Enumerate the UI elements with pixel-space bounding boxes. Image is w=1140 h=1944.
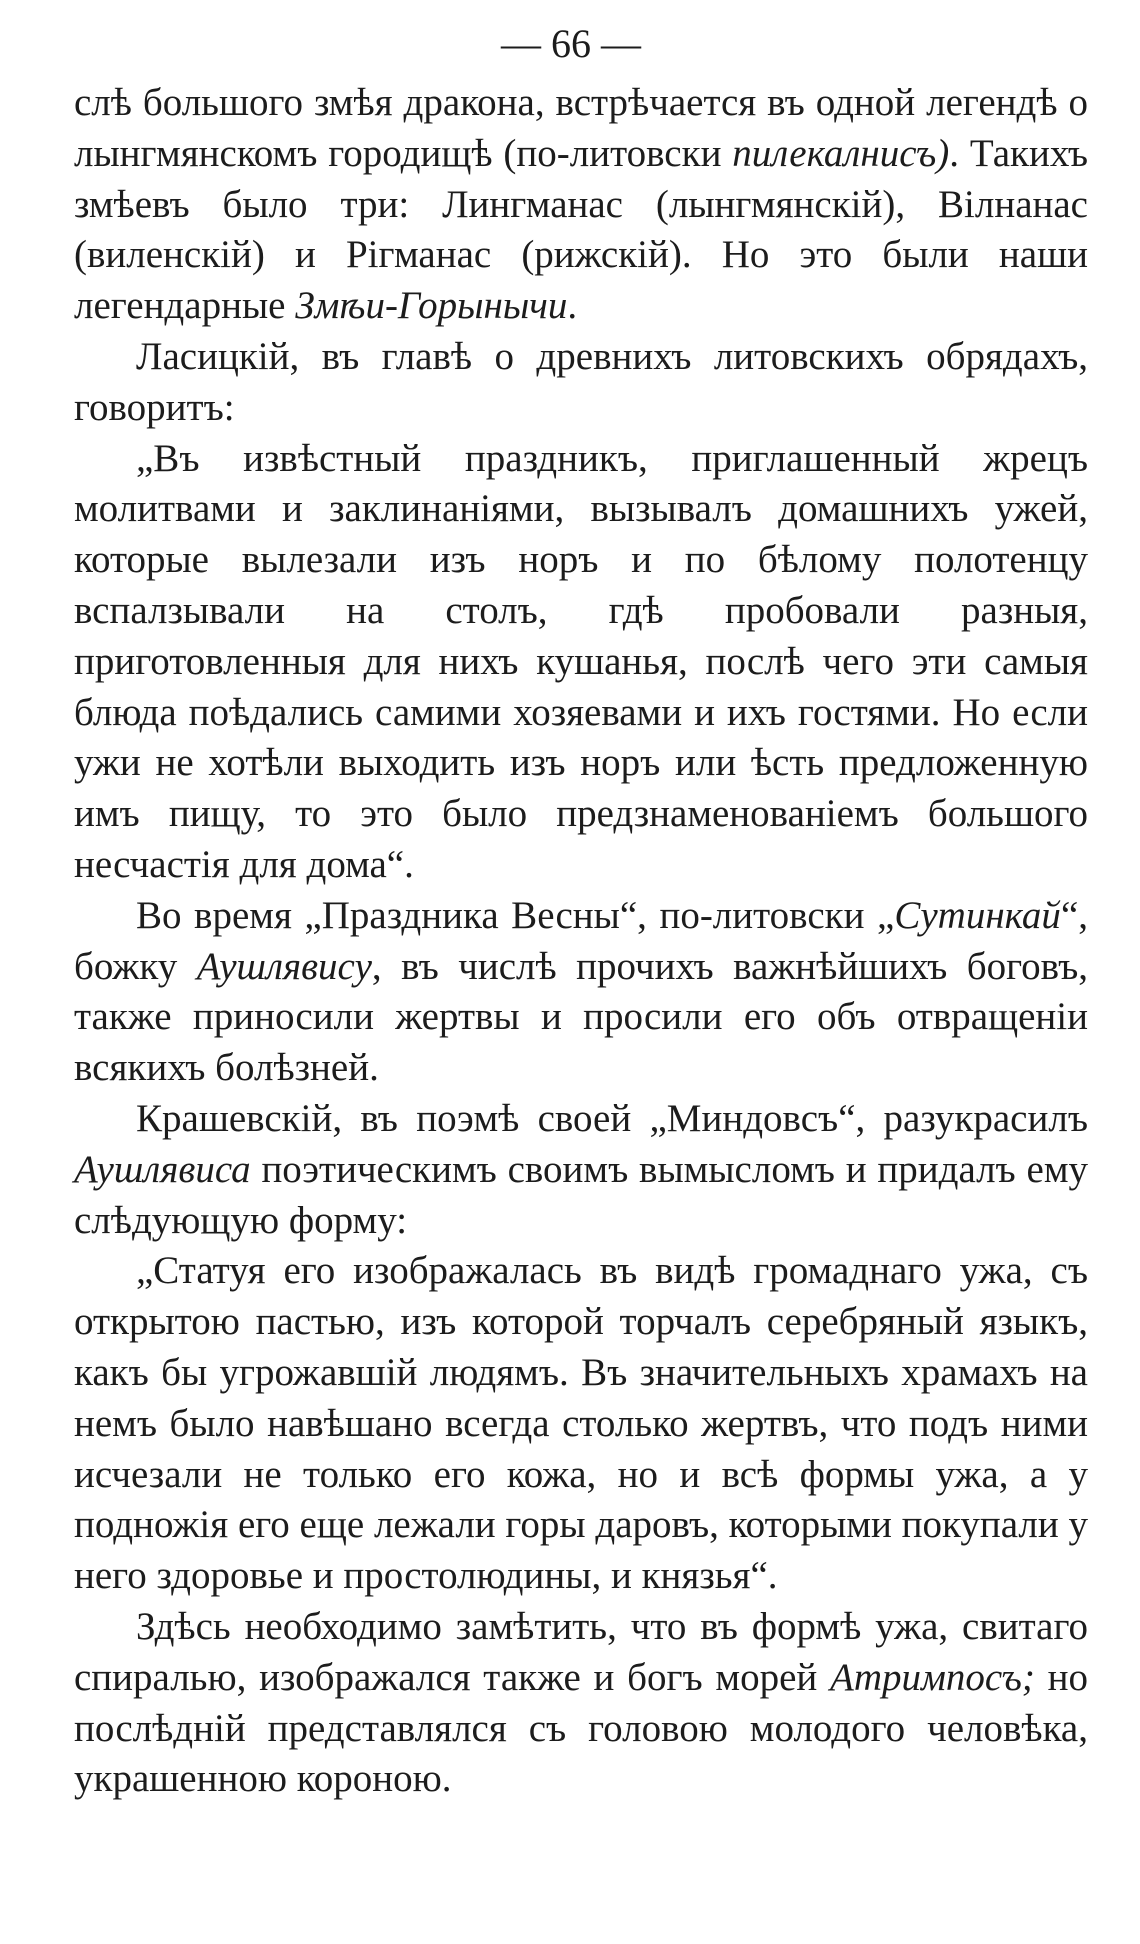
- text-run: „Въ извѣстный праздникъ, приглашенный жрецъ молитвами и заклинаніями, вызывалъ домашнихъ ужей, которые вылезали изъ норъ и по бѣлому полотенцу вспалзывали на столъ, гдѣ пробовали разныя, приготовленныя для нихъ кушанья, послѣ чего эти самыя блюда поѣдались самими хозяевами и ихъ гостями. Но если ужи не хотѣли выходить изъ норъ или ѣсть предложенную имъ пищу, то это было предзнаменованіемъ большого несчастія для дома“.: [74, 436, 1088, 886]
- text-run: Здѣсь необходимо замѣтить, что въ формѣ ужа, свитаго спиралью, изображался также и богъ морей: [74, 1604, 1088, 1699]
- italic-text: Сутинкай: [894, 893, 1061, 937]
- text-run: . Такихъ змѣевъ было три: Лингманас (лынгмянскій), Вілнанас (виленскій) и Рігманас (рижскій). Но это были наши легендарные: [74, 131, 1088, 328]
- italic-text: Атримпосъ;: [830, 1655, 1035, 1699]
- paragraph: [74, 891, 1088, 1094]
- text-run: Ласицкій, въ главѣ о древнихъ литовскихъ обрядахъ, говоритъ:: [74, 334, 1088, 429]
- text-run: Во время „Праздника Весны“, по-литовски „: [136, 893, 895, 937]
- paragraph: [74, 1602, 1088, 1805]
- paragraph: [74, 1094, 1088, 1246]
- italic-text: Змѣи-Горынычи: [295, 284, 568, 328]
- italic-text: Аушлявиса: [74, 1147, 251, 1191]
- text-run: , въ числѣ прочихъ важнѣйшихъ боговъ, также приносили жертвы и просили его объ отвращеніи всякихъ болѣзней.: [74, 944, 1088, 1090]
- italic-text: Аушлявису: [196, 944, 372, 988]
- text-run: .: [567, 284, 578, 328]
- text-run: “, божку: [74, 893, 1088, 988]
- text-run: но послѣдній представлялся съ головою молодого человѣка, украшенною короною.: [74, 1655, 1089, 1801]
- paragraph: [74, 1246, 1088, 1602]
- text-run: Крашевскій, въ поэмѣ своей „Миндовсъ“, разукрасилъ: [136, 1096, 1088, 1140]
- page-text: [74, 78, 1088, 1805]
- paragraph: [74, 332, 1088, 434]
- page-number: — 66 —: [501, 21, 641, 66]
- text-run: „Статуя его изображалась въ видѣ громаднаго ужа, съ открытою пастью, изъ которой торчалъ серебряный языкъ, какъ бы угрожавшій людямъ. Въ значительныхъ храмахъ на немъ было навѣшано всегда столько жертвъ, что подъ ними исчезали не только его кожа, но и всѣ формы ужа, а у подножія его еще лежали горы даровъ, которыми покупали у него здоровье и простолюдины, и князья“.: [74, 1249, 1088, 1598]
- paragraph: [74, 78, 1088, 332]
- text-run: слѣ большого змѣя дракона, встрѣчается въ одной легендѣ о лынгмянскомъ городищѣ (по-литовски: [74, 81, 1088, 175]
- italic-text: пилекалнисъ): [732, 131, 950, 175]
- text-run: поэтическимъ своимъ вымысломъ и придалъ ему слѣдующую форму:: [74, 1147, 1088, 1242]
- paragraph: [74, 434, 1088, 891]
